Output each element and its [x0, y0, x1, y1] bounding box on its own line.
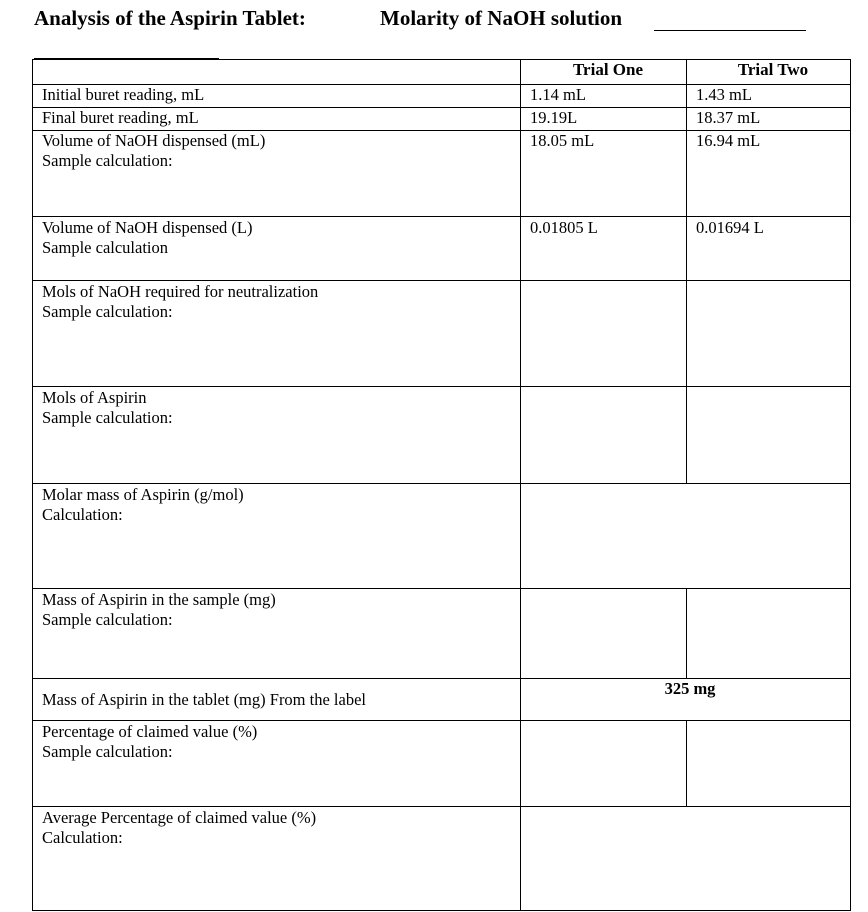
cell-mols-aspirin-trial-one[interactable] [521, 387, 687, 484]
cell-molar-mass-merged[interactable] [521, 484, 851, 589]
row-label-volume-l [33, 217, 521, 281]
cell-initial-buret-trial-one[interactable]: 1.14 mL [521, 85, 687, 108]
row-label-molar-mass [33, 484, 521, 589]
row-label-average-percentage [33, 807, 521, 911]
table-row [33, 807, 851, 911]
cell-percentage-trial-two[interactable] [687, 721, 851, 807]
page-title: Analysis of the Aspirin Tablet: [34, 6, 306, 30]
cell-mass-sample-trial-one[interactable] [521, 589, 687, 679]
table-row [33, 387, 851, 484]
cell-volume-ml-trial-one[interactable]: 18.05 mL [521, 131, 687, 217]
header-row [33, 60, 851, 85]
cell-final-buret-trial-two[interactable]: 18.37 mL [687, 108, 851, 131]
row-subtitle: Sample calculation [42, 238, 168, 257]
row-title: Volume of NaOH dispensed (mL) [42, 131, 266, 150]
row-subtitle: Sample calculation: [42, 742, 173, 761]
row-title: Mass of Aspirin in the sample (mg) [42, 590, 276, 609]
row-subtitle: Sample calculation: [42, 151, 173, 170]
table-row [33, 484, 851, 589]
cell-mols-aspirin-trial-two[interactable] [687, 387, 851, 484]
row-subtitle: Calculation: [42, 505, 123, 524]
row-label-mass-sample [33, 589, 521, 679]
table-row [33, 131, 851, 217]
cell-final-buret-trial-one[interactable]: 19.19L [521, 108, 687, 131]
cell-percentage-trial-one[interactable] [521, 721, 687, 807]
cell-initial-buret-trial-two[interactable]: 1.43 mL [687, 85, 851, 108]
table-row [33, 589, 851, 679]
row-label-initial-buret: Initial buret reading, mL [33, 85, 521, 108]
row-title: Mols of Aspirin [42, 388, 147, 407]
column-header-trial-one: Trial One [521, 60, 687, 85]
aspirin-analysis-table [32, 59, 851, 911]
cell-volume-l-trial-one[interactable]: 0.01805 L [521, 217, 687, 281]
row-label-percentage [33, 721, 521, 807]
molarity-label: Molarity of NaOH solution [380, 6, 623, 30]
row-subtitle: Calculation: [42, 828, 123, 847]
row-title: Volume of NaOH dispensed (L) [42, 218, 253, 237]
table-row [33, 108, 851, 131]
cell-volume-ml-trial-two[interactable]: 16.94 mL [687, 131, 851, 217]
row-label-mass-tablet: Mass of Aspirin in the tablet (mg) From the label [33, 679, 521, 721]
header-blank-cell [33, 60, 521, 85]
molarity-blank-field[interactable] [654, 30, 806, 31]
cell-mols-naoh-trial-one[interactable] [521, 281, 687, 387]
row-subtitle: Sample calculation: [42, 610, 173, 629]
table-row [33, 679, 851, 721]
row-title: Mols of NaOH required for neutralization [42, 282, 319, 301]
row-title: Molar mass of Aspirin (g/mol) [42, 485, 244, 504]
row-title: Percentage of claimed value (%) [42, 722, 258, 741]
row-label-final-buret: Final buret reading, mL [33, 108, 521, 131]
table-row [33, 281, 851, 387]
row-label-volume-ml [33, 131, 521, 217]
cell-average-percentage-merged[interactable] [521, 807, 851, 911]
row-label-mols-aspirin [33, 387, 521, 484]
table-row [33, 721, 851, 807]
table-row [33, 217, 851, 281]
row-title: Average Percentage of claimed value (%) [42, 808, 317, 827]
row-subtitle: Sample calculation: [42, 302, 173, 321]
row-subtitle: Sample calculation: [42, 408, 173, 427]
row-label-mols-naoh [33, 281, 521, 387]
cell-volume-l-trial-two[interactable]: 0.01694 L [687, 217, 851, 281]
table-row [33, 85, 851, 108]
cell-mass-sample-trial-two[interactable] [687, 589, 851, 679]
column-header-trial-two: Trial Two [687, 60, 851, 85]
cell-mass-tablet-merged: 325 mg [521, 679, 851, 721]
cell-mols-naoh-trial-two[interactable] [687, 281, 851, 387]
